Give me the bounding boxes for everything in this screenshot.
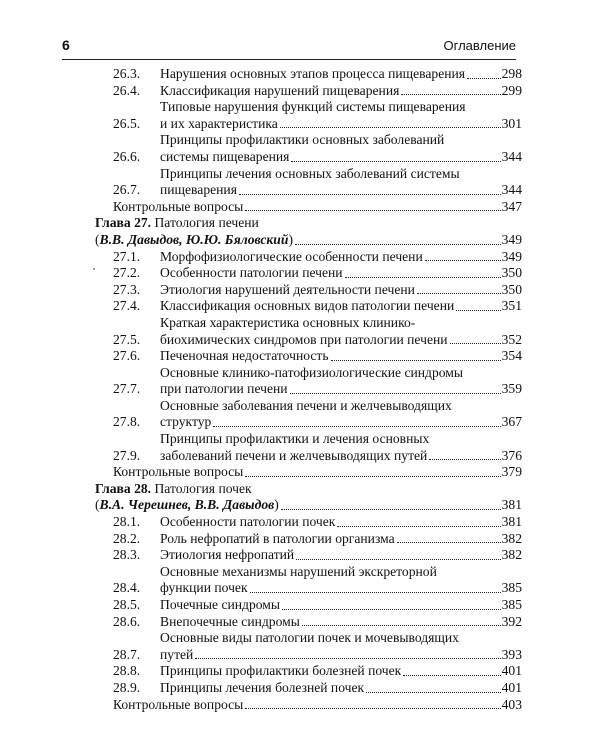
- chapter-authors: В.А. Черешнев, В.В. Давыдов: [99, 497, 275, 513]
- paren-open: (: [95, 497, 100, 513]
- page-ref: 403: [501, 696, 522, 712]
- page-ref: 393: [501, 646, 522, 662]
- table-of-contents: [95, 66, 522, 713]
- page-ref: 354: [501, 348, 522, 364]
- section-title: Основные клинико-патофизиологические синдромы: [160, 364, 464, 380]
- leader-dots: [337, 526, 500, 527]
- section-title: Печеночная недостаточность: [160, 348, 329, 364]
- paren-close: ): [288, 231, 293, 247]
- questions-title: Контрольные вопросы: [113, 464, 244, 480]
- page-ref: 350: [501, 281, 522, 297]
- leader-dots: [245, 708, 500, 709]
- section-number: 28.1.: [113, 514, 141, 530]
- toc-entry-28-7[interactable]: [95, 630, 522, 663]
- page-ref: 401: [501, 679, 522, 695]
- page-ref: 367: [501, 414, 522, 430]
- section-title-cont: структур: [160, 414, 212, 430]
- section-number: 27.2.: [113, 265, 141, 281]
- section-number: 27.6.: [113, 348, 141, 364]
- page-ref: 382: [501, 547, 522, 563]
- leader-dots: [282, 609, 501, 610]
- section-number: 28.2.: [113, 530, 141, 546]
- leader-dots: [250, 592, 501, 593]
- section-title-cont: заболеваний печени и желчевыводящих путей: [160, 447, 428, 463]
- leader-dots: [425, 260, 501, 261]
- leader-dots: [295, 244, 501, 245]
- page-ref: 376: [501, 447, 522, 463]
- page-ref: 392: [501, 613, 522, 629]
- section-number: 27.9.: [113, 447, 141, 463]
- chapter-title: Патология печени: [154, 215, 259, 231]
- section-title: Основные механизмы нарушений экскреторной: [160, 563, 437, 579]
- leader-dots: [397, 542, 501, 543]
- section-number: 27.5.: [113, 331, 141, 347]
- toc-entry-28-2[interactable]: [95, 531, 522, 548]
- section-number: 28.3.: [113, 547, 141, 563]
- section-title-cont: при патологии печени: [160, 381, 288, 397]
- page-ref: 344: [501, 148, 522, 164]
- toc-entry-27-9[interactable]: [95, 431, 522, 464]
- questions-title: Контрольные вопросы: [113, 198, 244, 214]
- leader-dots: [281, 509, 501, 510]
- page-ref: 350: [501, 265, 522, 281]
- leader-dots: [401, 94, 500, 95]
- page-ref: 351: [501, 298, 522, 314]
- page-ref: 379: [501, 464, 522, 480]
- section-title-cont: биохимических синдромов при патологии печени: [160, 331, 448, 347]
- toc-entry-28-6[interactable]: [95, 614, 522, 631]
- page-ref: 301: [501, 115, 522, 131]
- page-ref: 381: [501, 497, 522, 513]
- leader-dots: [331, 360, 501, 361]
- chapter-label: Глава 28.: [95, 480, 152, 496]
- page-ref: 401: [501, 663, 522, 679]
- section-title: Внепочечные синдромы: [160, 613, 300, 629]
- toc-entry-27-5[interactable]: [95, 315, 522, 348]
- toc-entry-27-8[interactable]: [95, 398, 522, 431]
- leader-dots: [245, 210, 500, 211]
- toc-entry-28-3[interactable]: [95, 547, 522, 564]
- section-number: 26.6.: [113, 148, 141, 164]
- leader-dots: [345, 277, 501, 278]
- leader-dots: [280, 127, 501, 128]
- section-title: Принципы профилактики болезней почек: [160, 663, 402, 679]
- section-title: Классификация нарушений пищеварения: [160, 82, 400, 98]
- section-number: 27.7.: [113, 381, 141, 397]
- section-number: 27.3.: [113, 281, 141, 297]
- page-ref: 349: [501, 248, 522, 264]
- section-title-cont: и их характеристика: [160, 115, 278, 131]
- section-title: Принципы профилактики и лечения основных: [160, 431, 430, 447]
- page-ref: 382: [501, 530, 522, 546]
- section-number: 28.8.: [113, 663, 141, 679]
- section-number: 27.4.: [113, 298, 141, 314]
- section-title: Краткая характеристика основных клинико-: [160, 314, 416, 330]
- toc-entry-28-9[interactable]: [95, 680, 522, 697]
- page-ref: 344: [501, 182, 522, 198]
- section-number: 28.5.: [113, 597, 141, 612]
- toc-entry-27-3[interactable]: [95, 282, 522, 299]
- section-title: Этиология нефропатий: [160, 547, 295, 563]
- page-ref: 385: [501, 597, 522, 612]
- page-ref: 381: [501, 514, 522, 530]
- toc-entry-27-4[interactable]: [95, 298, 522, 315]
- page-header: [62, 37, 516, 60]
- leader-dots: [403, 675, 500, 676]
- page-ref: 349: [501, 231, 522, 247]
- section-title: Этиология нарушений деятельности печени: [160, 281, 415, 297]
- page-ref: 352: [501, 331, 522, 347]
- section-number: 28.6.: [113, 613, 141, 629]
- toc-entry-27-1[interactable]: [95, 249, 522, 266]
- questions-title: Контрольные вопросы: [113, 696, 244, 712]
- section-title: Основные заболевания печени и желчевыводящих: [160, 397, 452, 413]
- section-title: Принципы лечения болезней почек: [160, 679, 365, 695]
- running-title: Оглавление: [443, 38, 516, 53]
- leader-dots: [450, 343, 501, 344]
- leader-dots: [213, 426, 500, 427]
- section-number: 28.4.: [113, 580, 141, 596]
- leader-dots: [366, 692, 500, 693]
- section-number: 28.9.: [113, 679, 141, 695]
- page-ref: 347: [501, 198, 522, 214]
- toc-entry-27-questions[interactable]: [95, 464, 522, 481]
- section-number: 26.5.: [113, 115, 141, 131]
- paren-close: ): [274, 497, 279, 513]
- section-title: Нарушения основных этапов процесса пищеварения: [160, 66, 466, 81]
- toc-entry-28-questions[interactable]: [95, 697, 522, 714]
- page-ref: 359: [501, 381, 522, 397]
- section-title: Основные виды патологии почек и мочевыводящих: [160, 630, 459, 646]
- section-title: Особенности патологии почек: [160, 514, 336, 530]
- section-title: Принципы лечения основных заболеваний системы: [160, 165, 460, 181]
- leader-dots: [245, 476, 500, 477]
- toc-entry-26-4[interactable]: [95, 83, 522, 100]
- leader-dots: [417, 293, 501, 294]
- toc-chapter-27[interactable]: [95, 215, 522, 248]
- toc-entry-26-7[interactable]: [95, 166, 522, 199]
- leader-dots: [456, 310, 500, 311]
- page-number: 6: [62, 37, 70, 53]
- section-number: 27.1.: [113, 248, 141, 264]
- page-ref: 298: [501, 66, 522, 81]
- section-title: Классификация основных видов патологии печени: [160, 298, 455, 314]
- section-title: Почечные синдромы: [160, 597, 281, 612]
- toc-entry-28-5[interactable]: [95, 597, 522, 614]
- chapter-authors: В.В. Давыдов, Ю.Ю. Бяловский: [99, 231, 289, 247]
- toc-chapter-28[interactable]: [95, 481, 522, 514]
- section-number: 26.3.: [113, 66, 141, 81]
- chapter-title: Патология почек: [154, 480, 252, 496]
- leader-dots: [291, 161, 500, 162]
- leader-dots: [302, 625, 501, 626]
- toc-entry-27-7[interactable]: [95, 365, 522, 398]
- section-title: Особенности патологии печени: [160, 265, 343, 281]
- section-title: Морфофизиологические особенности печени: [160, 248, 423, 264]
- leader-dots: [290, 393, 501, 394]
- page-ref: 299: [501, 82, 522, 98]
- section-title: Роль нефропатий в патологии организма: [160, 530, 395, 546]
- paren-open: (: [95, 231, 100, 247]
- section-title-cont: пищеварения: [160, 182, 237, 198]
- toc-entry-26-6[interactable]: [95, 132, 522, 165]
- section-number: 27.8.: [113, 414, 141, 430]
- toc-entry-27-6[interactable]: [95, 348, 522, 365]
- section-number: 26.4.: [113, 82, 141, 98]
- section-title-cont: системы пищеварения: [160, 148, 290, 164]
- leader-dots: [296, 559, 500, 560]
- leader-dots: [239, 194, 501, 195]
- toc-entry-27-2[interactable]: [95, 265, 522, 282]
- section-title-cont: путей: [160, 646, 194, 662]
- section-title: Типовые нарушения функций системы пищеварения: [160, 99, 466, 115]
- toc-entry-28-4[interactable]: [95, 564, 522, 597]
- toc-entry-26-questions[interactable]: [95, 199, 522, 216]
- section-title: Принципы профилактики основных заболеваний: [160, 132, 445, 148]
- leader-dots: [467, 78, 501, 79]
- toc-entry-26-3[interactable]: [95, 66, 522, 83]
- leader-dots: [429, 459, 500, 460]
- section-number: 28.7.: [113, 646, 141, 662]
- leader-dots: [195, 658, 500, 659]
- section-number: 26.7.: [113, 182, 141, 198]
- section-title-cont: функции почек: [160, 580, 248, 596]
- page-ref: 385: [501, 580, 522, 596]
- toc-entry-28-1[interactable]: [95, 514, 522, 531]
- chapter-label: Глава 27.: [95, 215, 152, 231]
- toc-entry-26-5[interactable]: [95, 99, 522, 132]
- toc-entry-28-8[interactable]: [95, 663, 522, 680]
